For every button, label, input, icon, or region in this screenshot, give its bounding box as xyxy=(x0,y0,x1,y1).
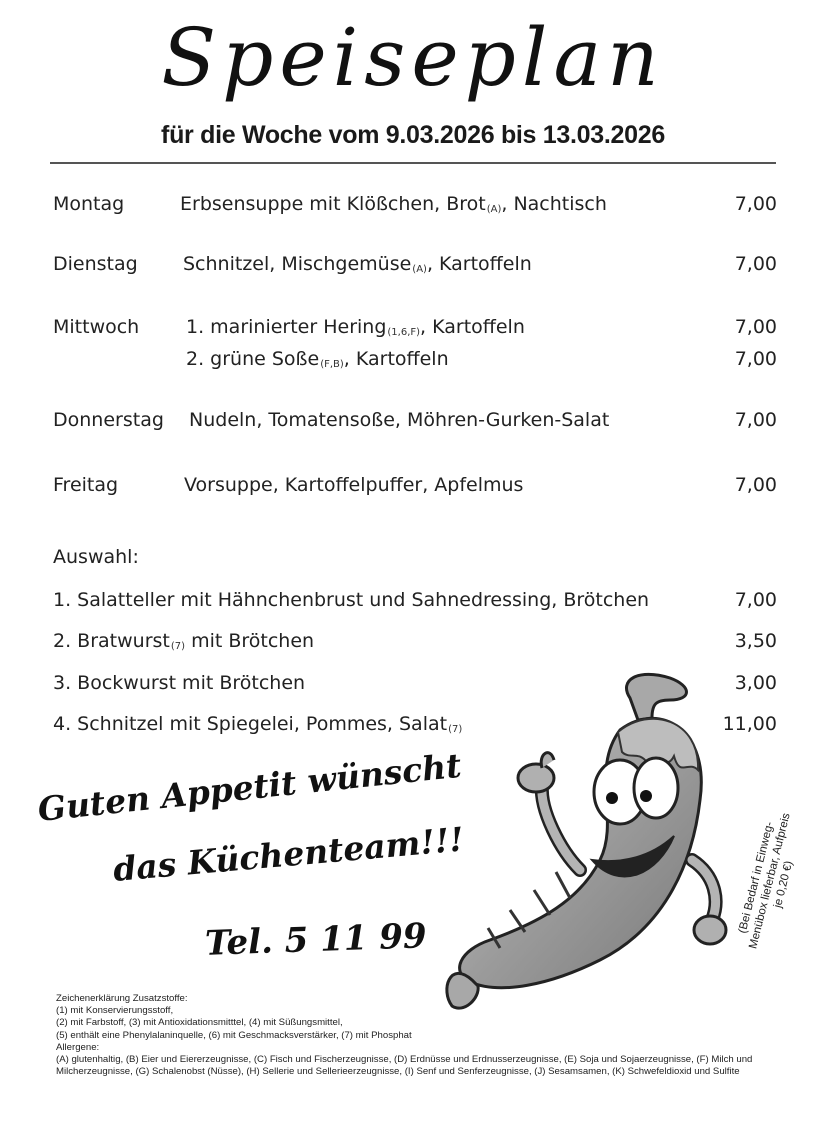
dish-text: , Kartoffeln xyxy=(426,253,532,275)
dish-dienstag xyxy=(183,253,532,275)
selection-heading: Auswahl: xyxy=(53,546,139,568)
day-label-dienstag: Dienstag xyxy=(53,253,138,275)
selection-price-1: 7,00 xyxy=(734,589,777,611)
allergens-title: Allergene: xyxy=(56,1041,100,1053)
legend xyxy=(56,993,776,1078)
allergen-note: (7) xyxy=(170,641,186,652)
day-label-donnerstag: Donnerstag xyxy=(53,409,164,431)
header-divider xyxy=(50,162,776,164)
menubox-note: (Bei Bedarf in Einweg-Menübox lieferbar, Aufpreis je 0,20 €) xyxy=(736,811,796,951)
selection-item-3 xyxy=(53,672,305,694)
dish-text: 2. Bratwurst xyxy=(53,630,170,652)
week-range: für die Woche vom 9.03.2026 bis 13.03.2026 xyxy=(161,121,665,149)
page-title: Speiseplan xyxy=(161,11,665,104)
selection-item-4 xyxy=(53,713,462,735)
dish-text: , Kartoffeln xyxy=(343,348,449,370)
price-dienstag: 7,00 xyxy=(734,253,777,275)
sausage-mascot-icon xyxy=(430,660,730,1020)
allergen-note: (7) xyxy=(448,724,463,735)
day-label-freitag: Freitag xyxy=(53,474,119,496)
dish-donnerstag xyxy=(189,409,609,431)
allergens-text: (A) glutenhaltig, (B) Eier und Eiererzeugnisse, (C) Fisch und Fischerzeugnisse, (D) Erdnüsse und Erdnusserzeugnisse, (E) Soja und Sojaerzeugnisse, (F) Milch und Milcherzeugnisse, (G) Schalenobst (Nüsse), (H) Sellerie und Sellerieerzeugnisse, (I) Senf und Senferzeugnisse, (J) Sesamsamen, (K) Schwefeldioxid und Sulfite xyxy=(56,1054,753,1078)
dish-text: 1. Salatteller mit Hähnchenbrust und Sahnedressing, Brötchen xyxy=(53,589,650,611)
dish-text: 4. Schnitzel mit Spiegelei, Pommes, Salat xyxy=(53,713,448,735)
day-label-montag: Montag xyxy=(53,193,125,215)
greeting-line-2: das Küchenteam!!! xyxy=(111,819,466,889)
selection-item-2 xyxy=(53,630,314,652)
additive-line: (1) mit Konservierungsstoff, xyxy=(56,1005,174,1017)
additive-line: (5) enthält eine Phenylalaninquelle, (6) mit Geschmacksverstärker, (7) mit Phosphat xyxy=(56,1029,412,1041)
price-freitag: 7,00 xyxy=(734,474,777,496)
selection-price-2: 3,50 xyxy=(734,630,777,652)
dish-freitag xyxy=(184,474,523,496)
selection-price-3: 3,00 xyxy=(734,672,777,694)
additive-line: (2) mit Farbstoff, (3) mit Antioxidationsmitttel, (4) mit Süßungsmittel, xyxy=(56,1017,343,1029)
selection-item-1 xyxy=(53,589,649,611)
dish-montag xyxy=(180,193,607,215)
price-mittwoch-1: 7,00 xyxy=(734,316,777,338)
dish-text: , Nachtisch xyxy=(501,193,607,215)
additives-title: Zeichenerklärung Zusatzstoffe: xyxy=(56,993,188,1004)
dish-text: mit Brötchen xyxy=(185,630,315,652)
dish-text: Erbsensuppe mit Klößchen, Brot xyxy=(180,193,486,215)
dish-text: , Kartoffeln xyxy=(420,316,525,338)
dish-text: Vorsuppe, Kartoffelpuffer, Apfelmus xyxy=(184,474,524,496)
allergen-note: (F,B) xyxy=(320,359,344,370)
allergen-note: (A) xyxy=(412,264,427,275)
greeting-line-1: Guten Appetit wünscht xyxy=(35,745,464,829)
dish-text: Nudeln, Tomatensoße, Möhren-Gurken-Salat xyxy=(189,409,610,431)
dish-text: 1. marinierter Hering xyxy=(186,316,387,338)
price-donnerstag: 7,00 xyxy=(734,409,777,431)
dish-mittwoch-2 xyxy=(186,348,449,370)
dish-text: 3. Bockwurst mit Brötchen xyxy=(53,672,306,694)
selection-price-4: 11,00 xyxy=(722,713,777,735)
phone-number: Tel. 5 11 99 xyxy=(204,916,428,964)
dish-mittwoch-1 xyxy=(186,316,525,338)
allergen-note: (A) xyxy=(486,204,502,215)
allergen-note: (1,6,F) xyxy=(387,327,421,338)
price-montag: 7,00 xyxy=(734,193,777,215)
price-mittwoch-2: 7,00 xyxy=(734,348,777,370)
dish-text: 2. grüne Soße xyxy=(186,348,320,370)
day-label-mittwoch: Mittwoch xyxy=(53,316,140,338)
dish-text: Schnitzel, Mischgemüse xyxy=(183,253,412,275)
